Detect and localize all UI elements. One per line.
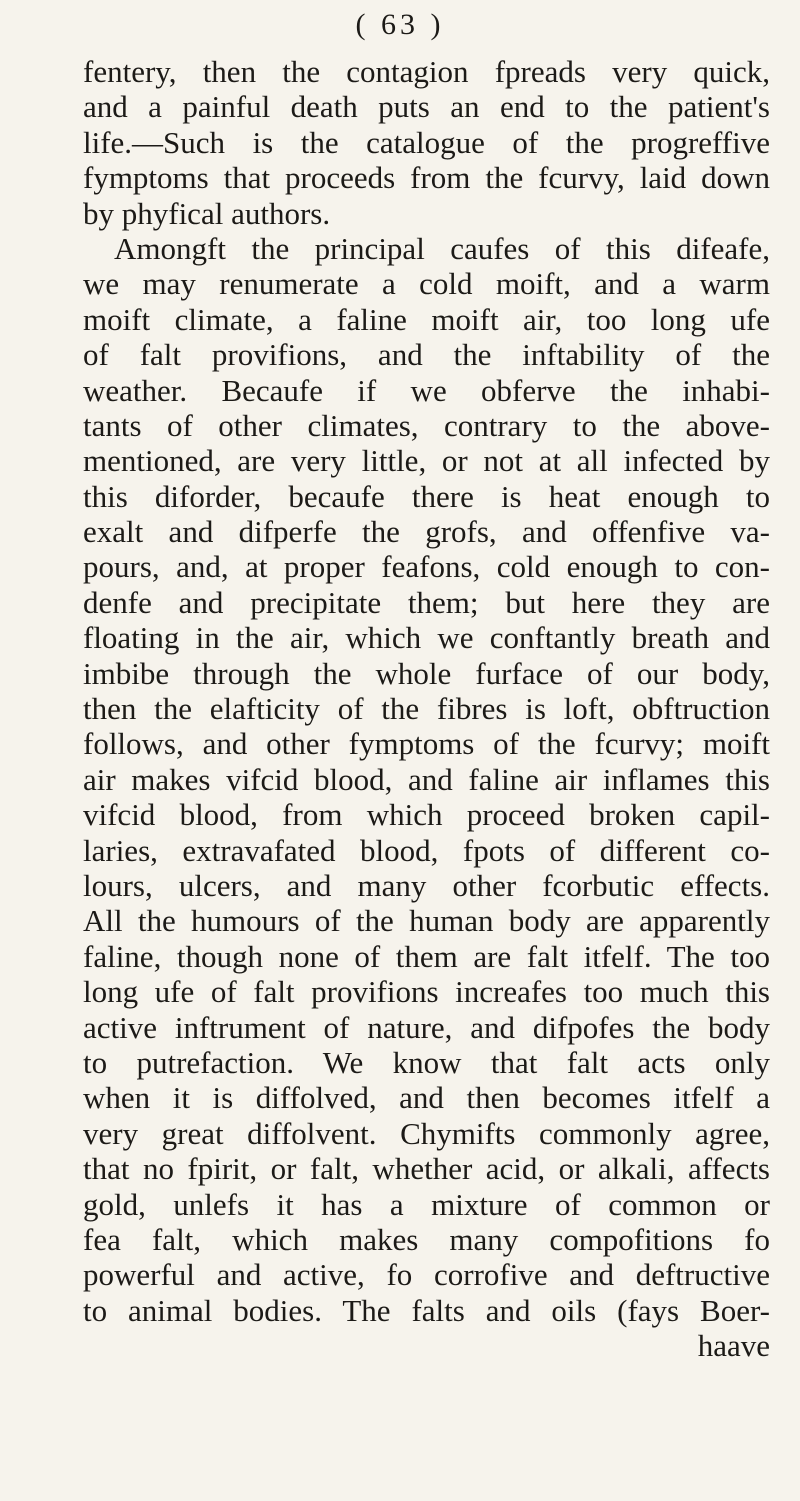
text-line: pours, and, at proper feafons, cold enough to con- <box>83 549 770 585</box>
text-line: weather. Becaufe if we obferve the inhabi- <box>83 372 770 408</box>
text-line: to putrefaction. We know that falt acts only <box>83 1044 770 1080</box>
text-line: powerful and active, fo corrofive and deftructive <box>83 1257 770 1293</box>
text-line: Amongft the principal caufes of this difeafe, <box>114 230 770 266</box>
text-line: then the elafticity of the fibres is loft, obftruction <box>83 691 770 727</box>
text-line: and a painful death puts an end to the patient's <box>83 89 770 125</box>
text-line: faline, though none of them are falt itfelf. The too <box>83 938 770 974</box>
text-line: that no fpirit, or falt, whether acid, or alkali, affects <box>83 1151 770 1187</box>
text-line: moift climate, a faline moift air, too long ufe <box>83 301 770 337</box>
text-line: fea falt, which makes many compofitions fo <box>83 1221 770 1257</box>
page-number: ( 63 ) <box>355 8 445 41</box>
text-line: imbibe through the whole furface of our body, <box>83 655 770 691</box>
text-line: to animal bodies. The falts and oils (fays Boer- <box>83 1292 770 1328</box>
text-line: we may renumerate a cold moift, and a warm <box>83 266 770 302</box>
catchword: haave <box>697 1328 770 1364</box>
body-text <box>83 54 770 1363</box>
text-line: long ufe of falt provifions increafes too much this <box>83 974 770 1010</box>
text-line: denfe and precipitate them; but here they are <box>83 584 770 620</box>
text-line: floating in the air, which we conftantly breath and <box>83 620 770 656</box>
text-line: vifcid blood, from which proceed broken capil- <box>83 797 770 833</box>
text-line: fymptoms that proceeds from the fcurvy, laid down <box>83 160 770 196</box>
text-line: mentioned, are very little, or not at all infected by <box>83 443 770 479</box>
text-line: very great diffolvent. Chymifts commonly agree, <box>83 1115 770 1151</box>
text-line: lours, ulcers, and many other fcorbutic effects. <box>83 867 770 903</box>
text-line: when it is diffolved, and then becomes itfelf a <box>83 1080 770 1116</box>
text-line: of falt provifions, and the inftability of the <box>83 337 770 373</box>
text-line: this diforder, becaufe there is heat enough to <box>83 478 770 514</box>
text-line: gold, unlefs it has a mixture of common or <box>83 1186 770 1222</box>
text-line: tants of other climates, contrary to the above- <box>83 407 770 443</box>
text-line: active inftrument of nature, and difpofes the body <box>83 1009 770 1045</box>
text-line: laries, extravafated blood, fpots of different co- <box>83 832 770 868</box>
text-line: life.—Such is the catalogue of the progreffive <box>83 124 770 160</box>
text-line: air makes vifcid blood, and faline air inflames this <box>83 761 770 797</box>
text-line: exalt and difperfe the grofs, and offenfive va- <box>83 514 770 550</box>
text-line: fentery, then the contagion fpreads very quick, <box>83 54 770 89</box>
text-line: by phyfical authors. <box>83 195 331 231</box>
text-line: All the humours of the human body are apparently <box>83 903 770 939</box>
text-line: follows, and other fymptoms of the fcurvy; moift <box>83 726 770 762</box>
